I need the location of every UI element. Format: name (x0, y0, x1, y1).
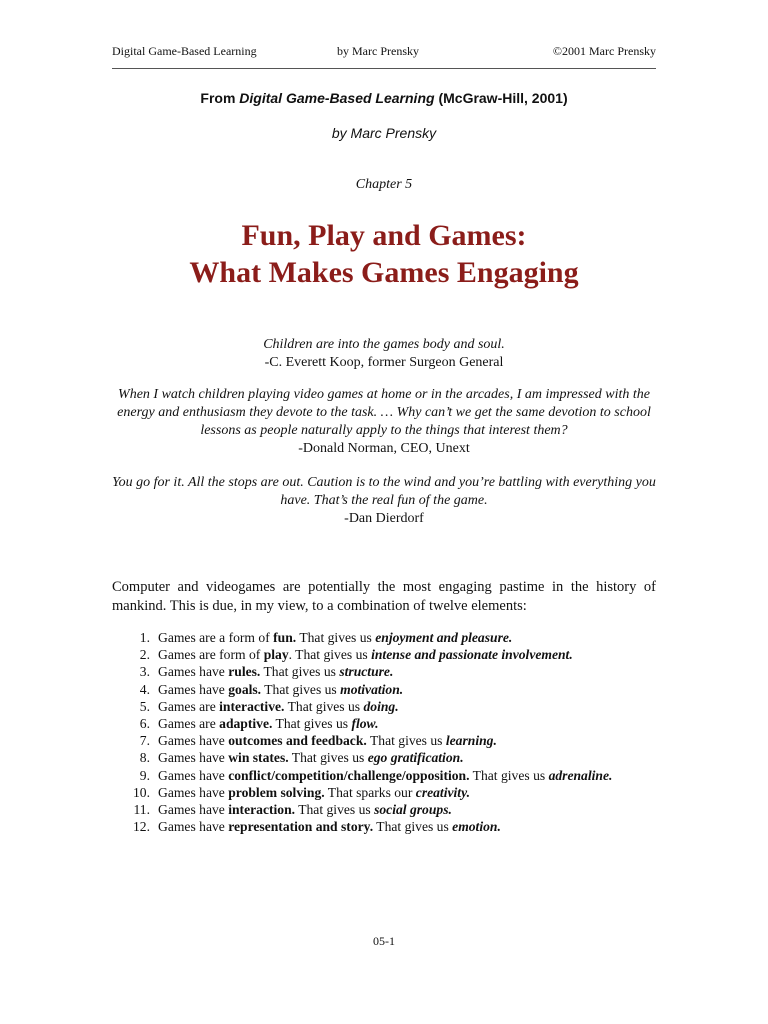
list-number: 9. (139, 767, 150, 783)
source-suffix: (McGraw-Hill, 2001) (434, 90, 568, 106)
item-benefit: adrenaline. (548, 767, 613, 783)
running-header (112, 44, 656, 60)
item-keyword: adaptive. (219, 716, 273, 732)
item-benefit: doing. (363, 698, 399, 714)
list-item (112, 818, 656, 835)
list-item (112, 629, 656, 646)
item-text: That gives us (272, 716, 352, 732)
quote-attribution: -C. Everett Koop, former Surgeon General (264, 355, 504, 370)
source-book-title: Digital Game-Based Learning (239, 90, 435, 106)
elements-list (112, 629, 656, 835)
item-keyword: representation and story. (228, 819, 374, 835)
item-text: . That gives us (288, 647, 372, 663)
item-text: Games have (158, 733, 229, 749)
header-copyright: ©2001 Marc Prensky (552, 44, 656, 58)
page-number: 05-1 (373, 934, 395, 948)
chapter-title-line-1: Fun, Play and Games: (241, 219, 527, 252)
list-item (112, 767, 656, 784)
item-text: Games have (158, 784, 229, 800)
item-text: That gives us (295, 802, 375, 818)
list-number: 7. (139, 733, 150, 749)
item-benefit: creativity. (415, 784, 471, 800)
list-number: 5. (139, 698, 150, 714)
list-item (112, 784, 656, 801)
source-line (112, 90, 656, 106)
list-item (112, 749, 656, 766)
item-text: That gives us (366, 733, 446, 749)
epigraph-quote (112, 474, 656, 528)
item-text: That gives us (296, 630, 376, 645)
list-number: 2. (139, 647, 150, 663)
item-text: That gives us (284, 698, 364, 714)
item-benefit: learning. (445, 733, 497, 749)
item-benefit: structure. (339, 664, 394, 680)
header-author: by Marc Prensky (337, 44, 419, 58)
item-benefit: social groups. (374, 802, 452, 818)
item-keyword: goals. (228, 681, 262, 697)
item-text: Games are (158, 716, 220, 732)
chapter-label: Chapter 5 (355, 177, 413, 192)
quote-text: You go for it. All the stops are out. Caution is to the wind and you’re battling with everything you have. That’s the real fun of the game. (112, 475, 656, 508)
item-keyword: interaction. (228, 802, 296, 818)
list-number: 1. (139, 630, 150, 645)
item-text: Games have (158, 664, 229, 680)
list-number: 10. (133, 784, 150, 800)
item-keyword: interactive. (219, 698, 285, 714)
epigraph-quote (112, 386, 656, 458)
item-benefit: motivation. (340, 681, 404, 697)
item-text: That gives us (373, 819, 453, 835)
list-number: 4. (139, 681, 150, 697)
item-text: Games have (158, 750, 229, 766)
item-text: That sparks our (324, 784, 416, 800)
item-benefit: intense and passionate involvement. (371, 647, 573, 663)
item-keyword: rules. (228, 664, 261, 680)
quote-text: When I watch children playing video games at home or in the arcades, I am impressed with the energy and enthusiasm they devote to the task. … Why can’t we get the same devotion to school lessons as people naturally apply to the things that interest them? (117, 387, 651, 438)
chapter-title (112, 217, 656, 291)
byline: by Marc Prensky (331, 125, 437, 141)
item-text: Games are form of (158, 647, 264, 663)
item-text: Games have (158, 802, 229, 818)
list-item (112, 801, 656, 818)
item-text: That gives us (288, 750, 368, 766)
item-text: Games are a form of (158, 630, 274, 645)
item-text: Games have (158, 681, 229, 697)
list-item (112, 732, 656, 749)
list-item (112, 663, 656, 680)
list-number: 3. (139, 664, 150, 680)
item-keyword: win states. (228, 750, 289, 766)
item-text: Games are (158, 698, 220, 714)
item-keyword: fun. (273, 630, 297, 645)
list-item (112, 646, 656, 663)
intro-paragraph: Computer and videogames are potentially the most engaging pastime in the history of mankind. This is due, in my view, to a combination of twelve elements: (112, 579, 656, 614)
quote-attribution: -Donald Norman, CEO, Unext (298, 441, 470, 456)
item-text: Games have (158, 819, 229, 835)
quote-text: Children are into the games body and soul. (263, 337, 505, 352)
item-text: That gives us (261, 681, 341, 697)
list-number: 12. (133, 819, 150, 835)
list-item (112, 715, 656, 732)
item-keyword: conflict/competition/challenge/opposition. (228, 767, 470, 783)
item-text: That gives us (260, 664, 340, 680)
list-number: 11. (133, 802, 150, 818)
list-number: 8. (139, 750, 150, 766)
item-keyword: outcomes and feedback. (228, 733, 367, 749)
item-benefit: flow. (351, 716, 379, 732)
epigraph-quote (112, 336, 656, 372)
header-book-title: Digital Game-Based Learning (112, 44, 257, 58)
list-item (112, 698, 656, 715)
header-rule (112, 68, 656, 69)
item-benefit: emotion. (452, 819, 501, 835)
chapter-title-line-2: What Makes Games Engaging (189, 256, 579, 289)
quote-attribution: -Dan Dierdorf (344, 511, 424, 526)
source-prefix: From (200, 90, 240, 106)
item-text: Games have (158, 767, 229, 783)
item-keyword: play (263, 647, 289, 663)
item-benefit: ego gratification. (367, 750, 464, 766)
item-text: That gives us (469, 767, 549, 783)
list-number: 6. (139, 716, 150, 732)
list-item (112, 681, 656, 698)
item-keyword: problem solving. (228, 784, 325, 800)
item-benefit: enjoyment and pleasure. (375, 630, 513, 645)
